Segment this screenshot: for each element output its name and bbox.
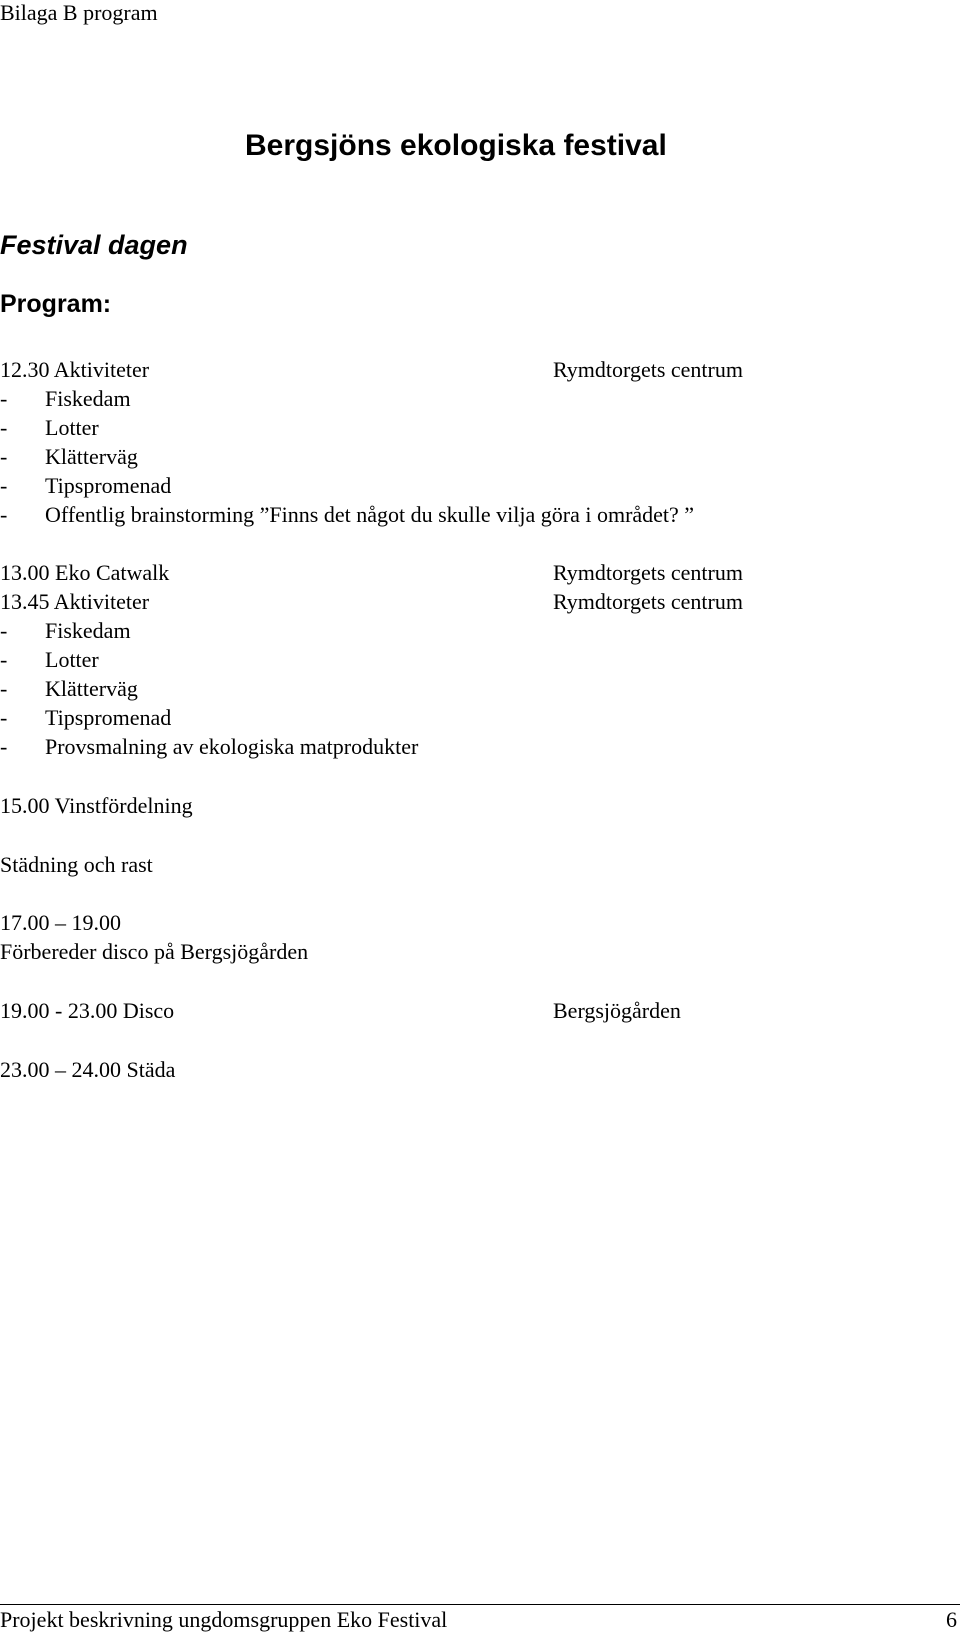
bullet-dash: - xyxy=(0,444,8,469)
program-label: Program: xyxy=(0,290,112,318)
document-title: Bergsjöns ekologiska festival xyxy=(245,129,667,162)
bullet-dash: - xyxy=(0,734,8,759)
list-item: Fiskedam xyxy=(45,386,131,411)
schedule-entry-time: Städning och rast xyxy=(0,852,153,877)
page-header: Bilaga B program xyxy=(0,0,158,25)
schedule-entry-location: Rymdtorgets centrum xyxy=(553,357,743,382)
schedule-entry-location: Rymdtorgets centrum xyxy=(553,589,743,614)
schedule-entry-location: Bergsjögården xyxy=(553,998,681,1023)
bullet-dash: - xyxy=(0,647,8,672)
schedule-entry-description: Förbereder disco på Bergsjögården xyxy=(0,939,309,964)
schedule-entry-time: 13.45 Aktiviteter xyxy=(0,589,150,614)
schedule-entry-time: 13.00 Eko Catwalk xyxy=(0,560,170,585)
footer-divider xyxy=(0,1604,960,1605)
bullet-dash: - xyxy=(0,386,8,411)
list-item: Klätterväg xyxy=(45,676,138,701)
schedule-entry-time: 19.00 - 23.00 Disco xyxy=(0,998,175,1023)
list-item: Lotter xyxy=(45,647,99,672)
bullet-dash: - xyxy=(0,502,8,527)
bullet-dash: - xyxy=(0,473,8,498)
list-item: Provsmalning av ekologiska matprodukter xyxy=(45,734,419,759)
list-item: Tipspromenad xyxy=(45,705,172,730)
schedule-entry-time: 23.00 – 24.00 Städa xyxy=(0,1057,176,1082)
list-item: Lotter xyxy=(45,415,99,440)
list-item: Klätterväg xyxy=(45,444,138,469)
section-subtitle: Festival dagen xyxy=(0,230,188,260)
schedule-entry-time: 15.00 Vinstfördelning xyxy=(0,793,193,818)
schedule-entry-time: 12.30 Aktiviteter xyxy=(0,357,150,382)
list-item: Fiskedam xyxy=(45,618,131,643)
list-item: Tipspromenad xyxy=(45,473,172,498)
bullet-dash: - xyxy=(0,618,8,643)
page-number: 6 xyxy=(946,1607,957,1632)
bullet-dash: - xyxy=(0,705,8,730)
schedule-entry-time: 17.00 – 19.00 xyxy=(0,910,121,935)
bullet-dash: - xyxy=(0,676,8,701)
list-item: Offentlig brainstorming ”Finns det något du skulle vilja göra i området? ” xyxy=(45,502,695,527)
page-footer: Projekt beskrivning ungdomsgruppen Eko Festival xyxy=(0,1607,448,1632)
bullet-dash: - xyxy=(0,415,8,440)
schedule-entry-location: Rymdtorgets centrum xyxy=(553,560,743,585)
